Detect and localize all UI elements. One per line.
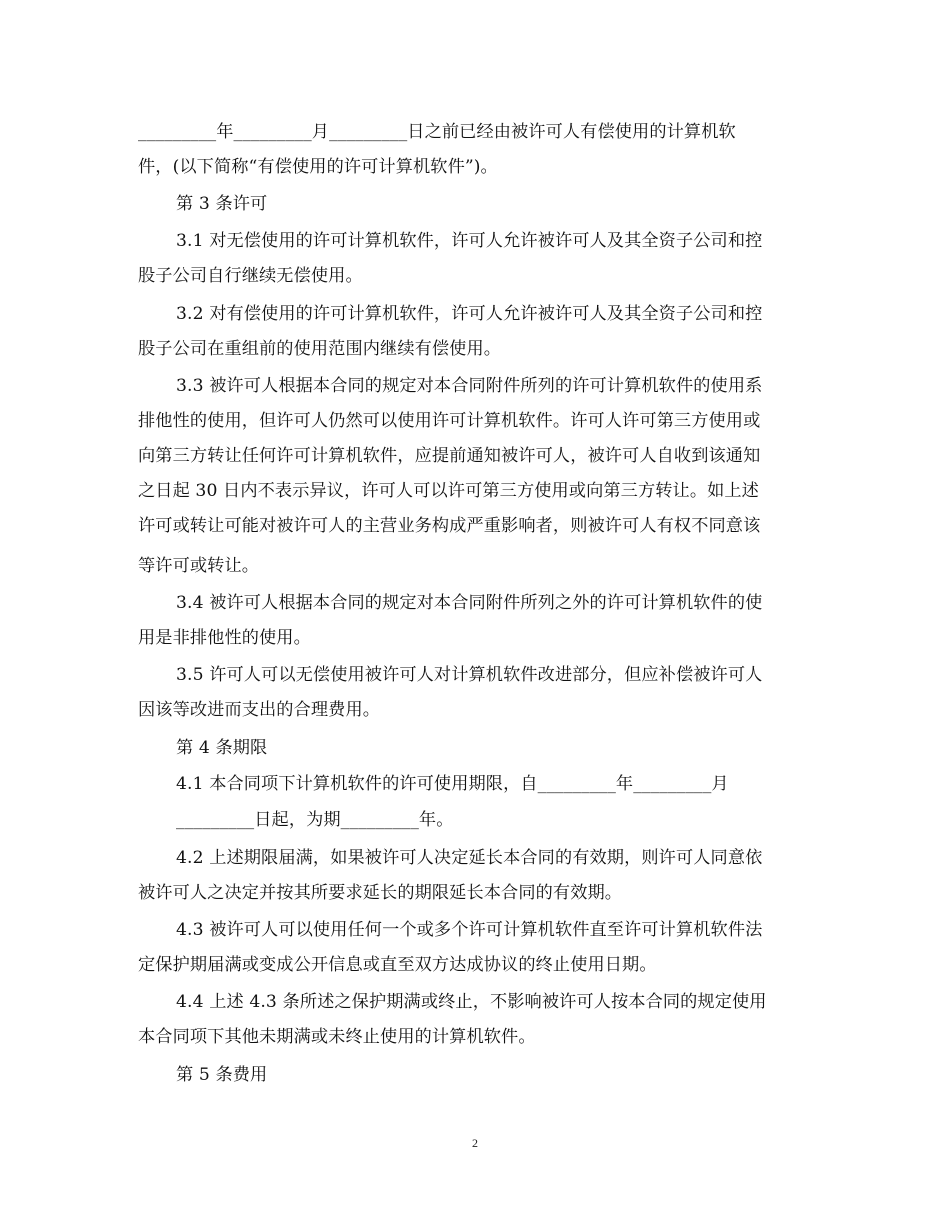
text-line: 本合同项下其他未期满或未终止使用的计算机软件。 xyxy=(138,1027,536,1047)
text-line: 3.1 对无偿使用的许可计算机软件，许可人允许被许可人及其全资子公司和控 xyxy=(176,231,763,251)
text-line: 3.5 许可人可以无偿使用被许可人对计算机软件改进部分，但应补偿被许可人 xyxy=(176,665,763,685)
text-line: 定保护期届满或变成公开信息或直至双方达成协议的终止使用日期。 xyxy=(138,955,657,975)
text-line: 因该等改进而支出的合理费用。 xyxy=(138,700,381,720)
text-line: 3.4 被许可人根据本合同的规定对本合同附件所列之外的许可计算机软件的使 xyxy=(176,593,763,613)
text-line: 4.3 被许可人可以使用任何一个或多个许可计算机软件直至许可计算机软件法 xyxy=(176,920,763,940)
text-line: 许可或转让可能对被许可人的主营业务构成严重影响者，则被许可人有权不同意该 xyxy=(138,516,761,536)
text-line: 4.2 上述期限届满，如果被许可人决定延长本合同的有效期，则许可人同意依 xyxy=(176,848,763,868)
text-line: _________年_________月_________日之前已经由被许可人有偿使用的计算机软 xyxy=(138,122,736,142)
text-line: 3.3 被许可人根据本合同的规定对本合同附件所列的许可计算机软件的使用系 xyxy=(176,376,763,396)
text-line: 件，(以下简称“有偿使用的许可计算机软件”)。 xyxy=(138,157,498,177)
text-line: 排他性的使用，但许可人仍然可以使用许可计算机软件。许可人许可第三方使用或 xyxy=(138,411,761,431)
text-line: 之日起 30 日内不表示异议，许可人可以许可第三方使用或向第三方转让。如上述 xyxy=(138,481,759,501)
text-line: 股子公司自行继续无偿使用。 xyxy=(138,266,363,286)
section-heading: 第 3 条许可 xyxy=(176,194,268,214)
text-line: 等许可或转让。 xyxy=(138,556,260,576)
text-line: 用是非排他性的使用。 xyxy=(138,628,311,648)
text-line: 4.4 上述 4.3 条所述之保护期满或终止，不影响被许可人按本合同的规定使用 xyxy=(176,992,767,1012)
text-line: 股子公司在重组前的使用范围内继续有偿使用。 xyxy=(138,339,502,359)
text-line: 3.2 对有偿使用的许可计算机软件，许可人允许被许可人及其全资子公司和控 xyxy=(176,304,763,324)
text-line: 4.1 本合同项下计算机软件的许可使用期限，自_________年_________月 xyxy=(176,774,729,794)
text-line: 被许可人之决定并按其所要求延长的期限延长本合同的有效期。 xyxy=(138,883,623,903)
section-heading: 第 4 条期限 xyxy=(176,738,268,758)
section-heading: 第 5 条费用 xyxy=(176,1065,268,1085)
text-line: _________日起，为期_________年。 xyxy=(176,810,454,830)
text-line: 向第三方转让任何许可计算机软件，应提前通知被许可人，被许可人自收到该通知 xyxy=(138,446,761,466)
page-number: 2 xyxy=(472,1136,478,1150)
